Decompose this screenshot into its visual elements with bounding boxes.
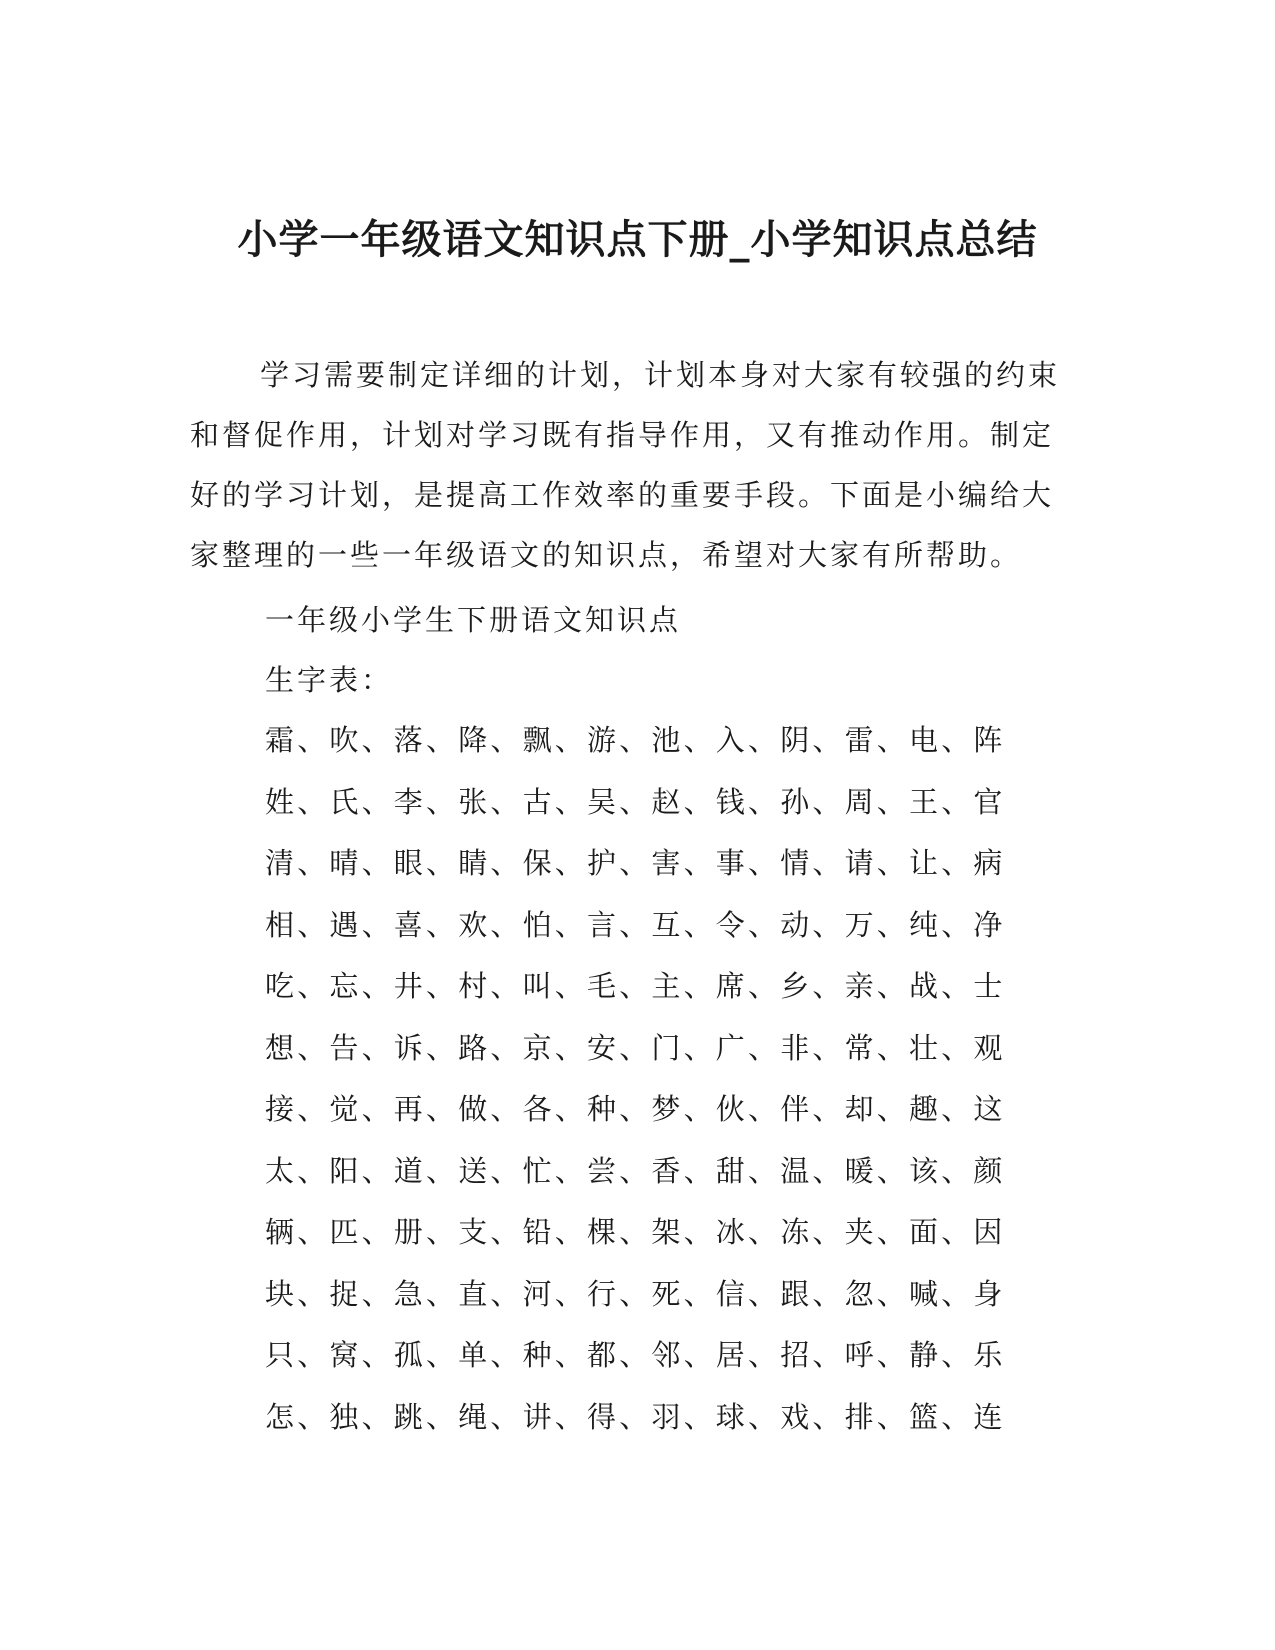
character-row: 姓、氏、李、张、古、吴、赵、钱、孙、周、王、官 [265, 784, 1006, 819]
vocabulary-subheading: 生字表： [265, 663, 394, 697]
character-row: 辆、匹、册、支、铅、棵、架、冰、冻、夹、面、因 [265, 1215, 1006, 1249]
character-row: 想、告、诉、路、京、安、门、广、非、常、壮、观 [265, 1030, 1006, 1065]
character-row: 相、遇、喜、欢、怕、言、互、令、动、万、纯、净 [265, 907, 1006, 942]
intro-paragraph: 学习需要制定详细的计划，计划本身对大家有较强的约束和督促作用，计划对学习既有指导作用，又有推动作用。制定好的学习计划，是提高工作效率的重要手段。下面是小编给大家整理的一些一年级语文的知识点，希望对大家有所帮助。 [190, 358, 1061, 572]
character-row: 吃、忘、井、村、叫、毛、主、席、乡、亲、战、士 [265, 969, 1006, 1003]
character-row: 太、阳、道、送、忙、尝、香、甜、温、暖、该、颜 [265, 1153, 1006, 1188]
character-row: 接、觉、再、做、各、种、梦、伙、伴、却、趣、这 [265, 1092, 1006, 1126]
character-list [265, 720, 1006, 1458]
character-row: 霜、吹、落、降、飘、游、池、入、阴、雷、电、阵 [265, 723, 1006, 757]
character-row: 清、晴、眼、睛、保、护、害、事、情、请、让、病 [265, 846, 1006, 880]
character-row: 怎、独、跳、绳、讲、得、羽、球、戏、排、篮、连 [265, 1399, 1006, 1434]
character-row: 块、捉、急、直、河、行、死、信、跟、忽、喊、身 [265, 1276, 1006, 1311]
character-row: 只、窝、孤、单、种、都、邻、居、招、呼、静、乐 [265, 1338, 1006, 1372]
document-title: 小学一年级语文知识点下册_小学知识点总结 [237, 217, 1038, 263]
section-heading: 一年级小学生下册语文知识点 [265, 603, 682, 637]
